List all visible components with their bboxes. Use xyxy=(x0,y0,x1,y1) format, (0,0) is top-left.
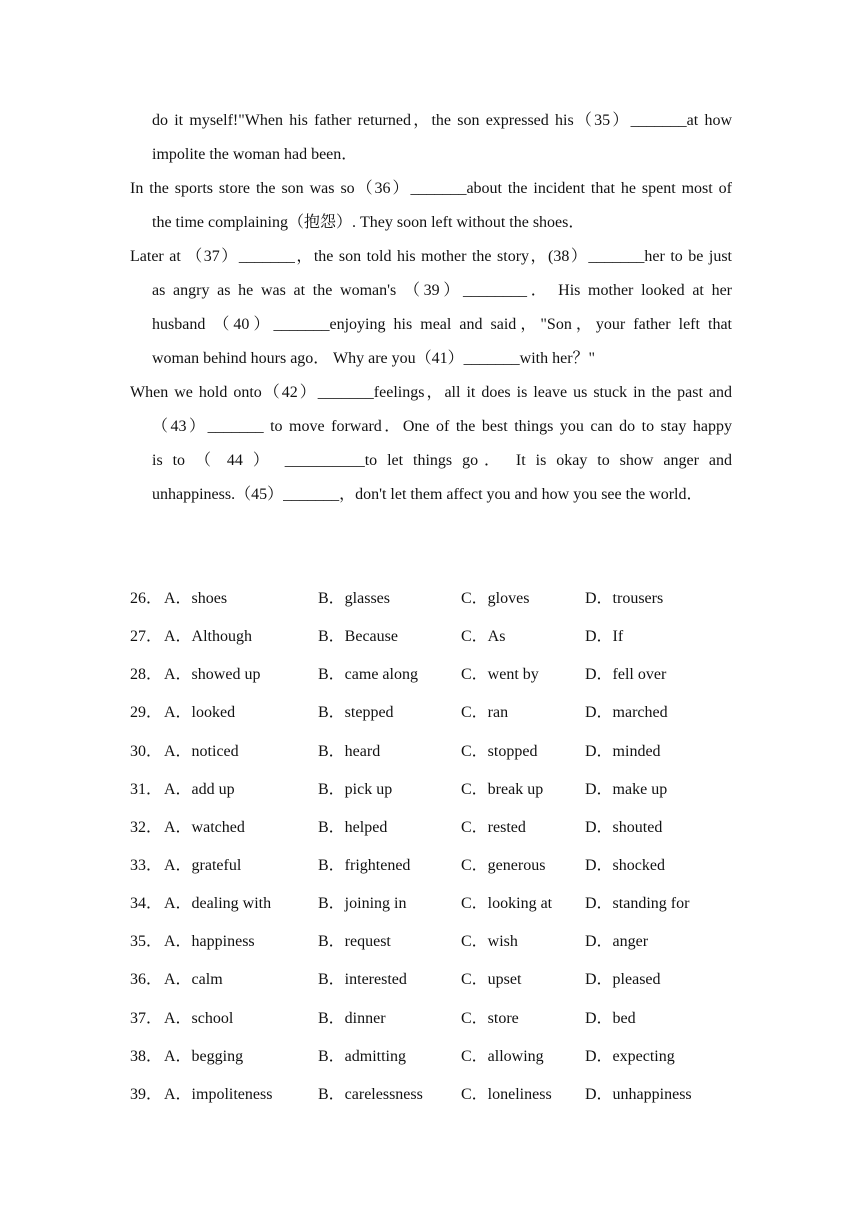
option-a: A．watched xyxy=(164,818,245,836)
question-number: 36． xyxy=(130,971,163,989)
option-a: A．looked xyxy=(164,704,236,722)
option-d: D．bed xyxy=(585,1009,636,1027)
option-d: D．minded xyxy=(585,742,661,760)
option-b: B．heard xyxy=(318,742,381,760)
passage-line: woman behind hours ago． Why are you（41）_______with her？" xyxy=(152,350,596,367)
option-a: A．school xyxy=(164,1009,234,1027)
option-c: C．upset xyxy=(461,971,522,989)
passage-line: do it myself!"When his father returned，the son expressed his（35）_______at how xyxy=(152,112,732,129)
option-a: A．happiness xyxy=(164,933,255,951)
option-b: B．joining in xyxy=(318,895,407,913)
passage-line: as angry as he was at the woman's （39）________． His mother looked at her xyxy=(152,282,732,299)
option-d: D．marched xyxy=(585,704,668,722)
option-d: D．unhappiness xyxy=(585,1085,692,1103)
passage-line: unhappiness.（45）_______，don't let them affect you and how you see the world． xyxy=(152,486,703,503)
option-a: A．noticed xyxy=(164,742,239,760)
option-b: B．helped xyxy=(318,818,388,836)
option-c: C．went by xyxy=(461,666,539,684)
option-c: C．store xyxy=(461,1009,519,1027)
passage-paragraph xyxy=(130,240,732,376)
question-number: 34． xyxy=(130,895,163,913)
option-b: B．stepped xyxy=(318,704,394,722)
option-c: C．generous xyxy=(461,856,546,874)
option-b: B．came along xyxy=(318,666,418,684)
option-c: C．looking at xyxy=(461,895,553,913)
question-number: 35． xyxy=(130,933,163,951)
passage-paragraph xyxy=(130,172,732,240)
option-c: C．break up xyxy=(461,780,544,798)
question-number: 37． xyxy=(130,1009,163,1027)
option-a: A．Although xyxy=(164,628,253,646)
option-a: A．grateful xyxy=(164,856,242,874)
option-b: B．frightened xyxy=(318,856,411,874)
passage-line: is to （ 44 ） __________to let things go． It is okay to show anger and xyxy=(152,452,732,469)
option-b: B．Because xyxy=(318,628,398,646)
option-a: A．calm xyxy=(164,971,223,989)
option-b: B．admitting xyxy=(318,1047,407,1065)
option-b: B．glasses xyxy=(318,590,391,607)
option-c: C．gloves xyxy=(461,590,530,607)
question-number: 38． xyxy=(130,1047,163,1065)
passage xyxy=(130,104,732,512)
option-c: C．stopped xyxy=(461,742,538,760)
option-c: C．wish xyxy=(461,933,518,951)
question-number: 31． xyxy=(130,780,163,798)
question-number: 27． xyxy=(130,628,163,646)
passage-line: Later at （37）_______，the son told his mother the story，(38）_______her to be just xyxy=(130,248,732,265)
option-d: D．If xyxy=(585,628,624,646)
option-b: B．pick up xyxy=(318,780,393,798)
option-a: A．showed up xyxy=(164,666,261,684)
passage-paragraph xyxy=(130,376,732,512)
option-a: A．dealing with xyxy=(164,895,272,913)
passage-line: When we hold onto（42）_______feelings，all it does is leave us stuck in the past and xyxy=(130,384,732,401)
option-c: C．rested xyxy=(461,818,526,836)
option-c: C．ran xyxy=(461,704,509,722)
option-d: D．shouted xyxy=(585,818,663,836)
option-d: D．shocked xyxy=(585,856,665,874)
option-c: C．As xyxy=(461,628,506,646)
passage-line: （43）_______ to move forward．One of the best things you can do to stay happy xyxy=(152,418,732,435)
passage-line: In the sports store the son was so（36）_______about the incident that he spent most of xyxy=(130,180,732,197)
option-d: D．pleased xyxy=(585,971,661,989)
option-b: B．carelessness xyxy=(318,1085,423,1103)
option-a: A．begging xyxy=(164,1047,244,1065)
question-number: 30． xyxy=(130,742,163,760)
question-number: 29． xyxy=(130,704,163,722)
option-c: C．allowing xyxy=(461,1047,544,1065)
option-d: D．standing for xyxy=(585,895,690,913)
question-number: 32． xyxy=(130,818,163,836)
passage-paragraph xyxy=(130,104,732,172)
option-d: D．anger xyxy=(585,933,649,951)
option-b: B．dinner xyxy=(318,1009,386,1027)
option-b: B．interested xyxy=(318,971,407,989)
passage-line: impolite the woman had been． xyxy=(152,146,358,163)
question-number: 26． xyxy=(130,590,163,607)
option-a: A．impoliteness xyxy=(164,1085,273,1103)
option-d: D．make up xyxy=(585,780,668,798)
question-number: 33． xyxy=(130,856,163,874)
option-b: B．request xyxy=(318,933,391,951)
question-number: 39． xyxy=(130,1085,163,1103)
option-a: A．shoes xyxy=(164,590,228,607)
option-d: D．fell over xyxy=(585,666,667,684)
option-d: D．trousers xyxy=(585,590,664,607)
option-a: A．add up xyxy=(164,780,235,798)
passage-line: the time complaining（抱怨）. They soon left without the shoes． xyxy=(152,214,585,231)
passage-line: husband （40）_______enjoying his meal and said，"Son，your father left that xyxy=(152,316,732,333)
option-d: D．expecting xyxy=(585,1047,675,1065)
question-number: 28． xyxy=(130,666,163,684)
option-c: C．loneliness xyxy=(461,1085,552,1103)
